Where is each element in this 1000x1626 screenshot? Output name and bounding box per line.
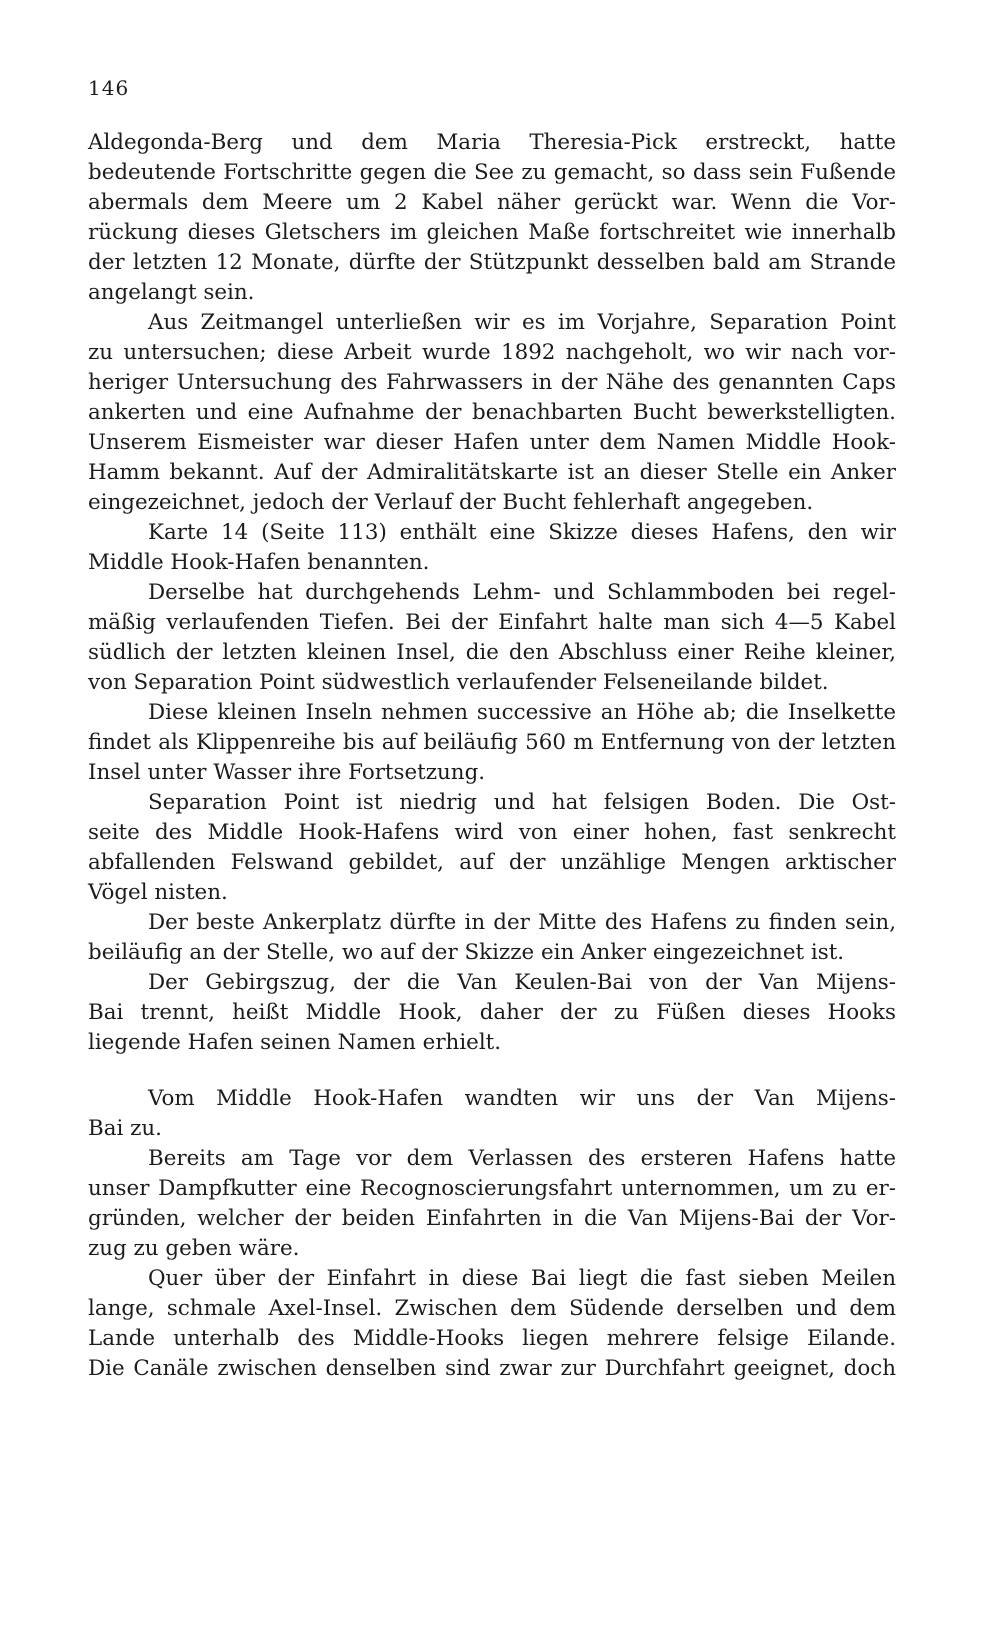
text-line: Derselbe hat durchgehends Lehm- und Schlammboden bei regel- xyxy=(148,580,896,605)
text-line: Bai trennt, heißt Middle Hook, daher der zu Füßen dieses Hooks xyxy=(88,1000,896,1025)
text-line: abfallenden Felswand gebildet, auf der unzählige Mengen arktischer xyxy=(88,850,896,875)
text-line: Middle Hook-Hafen benannten. xyxy=(88,550,430,575)
text-line: südlich der letzten kleinen Insel, die den Abschluss einer Reihe kleiner, xyxy=(88,640,896,665)
text-line: Der beste Ankerplatz dürfte in der Mitte des Hafens zu finden sein, xyxy=(148,910,896,935)
text-line: mäßig verlaufenden Tiefen. Bei der Einfahrt halte man sich 4—5 Kabel xyxy=(88,610,896,635)
text-line: rückung dieses Gletschers im gleichen Maße fortschreitet wie innerhalb xyxy=(88,220,896,245)
text-line: Der Gebirgszug, der die Van Keulen-Bai von der Van Mijens- xyxy=(148,970,896,995)
text-line: zu untersuchen; diese Arbeit wurde 1892 nachgeholt, wo wir nach vor- xyxy=(88,340,896,365)
text-line: von Separation Point südwestlich verlaufender Felseneilande bildet. xyxy=(88,670,829,695)
text-line: Unserem Eismeister war dieser Hafen unter dem Namen Middle Hook- xyxy=(88,430,896,455)
text-line: zug zu geben wäre. xyxy=(88,1236,300,1261)
text-line: Quer über der Einfahrt in diese Bai liegt die fast sieben Meilen xyxy=(148,1266,896,1291)
text-line: Separation Point ist niedrig und hat felsigen Boden. Die Ost- xyxy=(148,790,896,815)
text-line: beiläufig an der Stelle, wo auf der Skizze ein Anker eingezeichnet ist. xyxy=(88,940,845,965)
text-line: Insel unter Wasser ihre Fortsetzung. xyxy=(88,760,486,785)
text-line: Hamm bekannt. Auf der Admiralitätskarte ist an dieser Stelle ein Anker xyxy=(88,460,896,485)
text-line: Karte 14 (Seite 113) enthält eine Skizze dieses Hafens, den wir xyxy=(148,520,896,545)
text-line: eingezeichnet, jedoch der Verlauf der Bucht fehlerhaft angegeben. xyxy=(88,490,814,515)
text-line: Diese kleinen Inseln nehmen successive an Höhe ab; die Inselkette xyxy=(148,700,896,725)
text-line: Aus Zeitmangel unterließen wir es im Vorjahre, Separation Point xyxy=(148,310,896,335)
text-line: gründen, welcher der beiden Einfahrten in die Van Mijens-Bai der Vor- xyxy=(88,1206,896,1231)
text-line: Vom Middle Hook-Hafen wandten wir uns der Van Mijens- xyxy=(148,1086,896,1111)
page-number: 146 xyxy=(88,76,130,100)
text-line: Lande unterhalb des Middle-Hooks liegen mehrere felsige Eilande. xyxy=(88,1326,896,1351)
text-line: heriger Untersuchung des Fahrwassers in der Nähe des genannten Caps xyxy=(88,370,896,395)
text-line: findet als Klippenreihe bis auf beiläufig 560 m Entfernung von der letzten xyxy=(88,730,896,755)
text-line: der letzten 12 Monate, dürfte der Stützpunkt desselben bald am Strande xyxy=(88,250,896,275)
text-line: Bai zu. xyxy=(88,1116,162,1141)
text-line: Die Canäle zwischen denselben sind zwar zur Durchfahrt geeignet, doch xyxy=(88,1356,896,1381)
text-line: Bereits am Tage vor dem Verlassen des ersteren Hafens hatte xyxy=(148,1146,896,1171)
text-line: Vögel nisten. xyxy=(88,880,228,905)
text-line: abermals dem Meere um 2 Kabel näher gerückt war. Wenn die Vor- xyxy=(88,190,896,215)
text-line: angelangt sein. xyxy=(88,280,255,305)
text-line: liegende Hafen seinen Namen erhielt. xyxy=(88,1030,502,1055)
text-line: lange, schmale Axel-Insel. Zwischen dem Südende derselben und dem xyxy=(88,1296,896,1321)
text-line: Aldegonda-Berg und dem Maria Theresia-Pick erstreckt, hatte xyxy=(88,130,896,155)
text-line: bedeutende Fortschritte gegen die See zu gemacht, so dass sein Fußende xyxy=(88,160,896,185)
text-line: ankerten und eine Aufnahme der benachbarten Bucht bewerkstelligten. xyxy=(88,400,896,425)
text-line: unser Dampfkutter eine Recognoscierungsfahrt unternommen, um zu er- xyxy=(88,1176,896,1201)
text-line: seite des Middle Hook-Hafens wird von einer hohen, fast senkrecht xyxy=(88,820,896,845)
